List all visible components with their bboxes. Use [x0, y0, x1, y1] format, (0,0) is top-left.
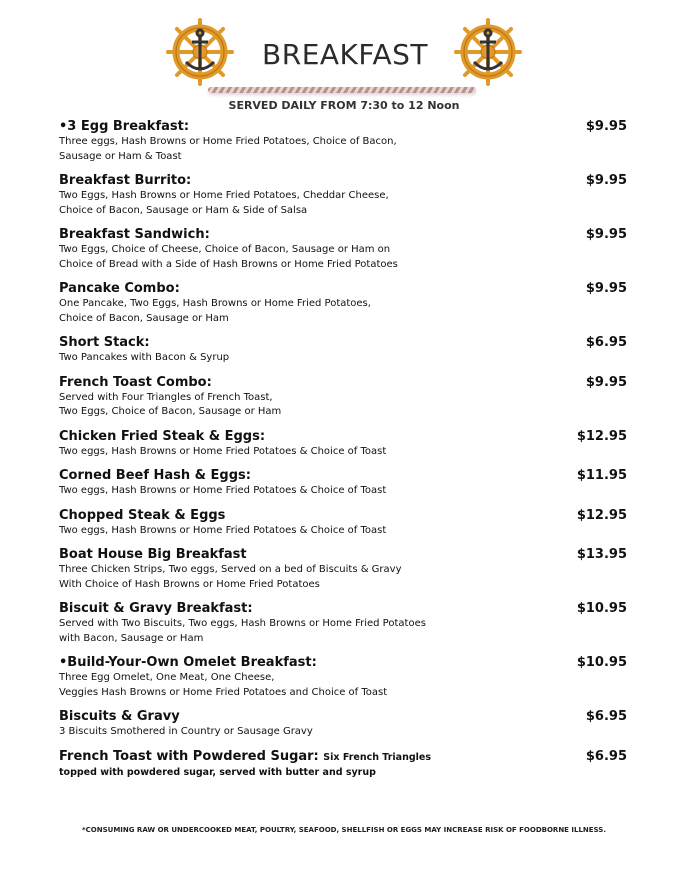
item-price: $12.95: [576, 507, 627, 523]
item-name: French Toast Combo:: [59, 374, 212, 390]
item-description: Two Pancakes with Bacon & Syrup: [59, 352, 230, 363]
item-price: $9.95: [585, 227, 627, 242]
item-price: $12.95: [576, 428, 627, 444]
item-name: Breakfast Sandwich:: [59, 227, 210, 242]
item-description: Two Eggs, Hash Browns or Home Fried Potatoes, Cheddar Cheese, Choice of Bacon, Sausage or Ham & Side of Salsa: [59, 190, 389, 216]
item-name-text: French Toast with Powdered Sugar:: [59, 748, 319, 764]
item-name: Chicken Fried Steak & Eggs:: [59, 428, 266, 444]
item-description: Two eggs, Hash Browns or Home Fried Potatoes & Choice of Toast: [59, 524, 387, 536]
menu-item: [59, 600, 627, 646]
item-name: •Build-Your-Own Omelet Breakfast:: [59, 655, 317, 670]
item-description: Three Egg Omelet, One Meat, One Cheese, Veggies Hash Browns or Home Fried Potatoes and Choice of Toast: [59, 672, 388, 698]
item-description: Three Chicken Strips, Two eggs, Served on a bed of Biscuits & Gravy With Choice of Hash Browns or Home Fried Potatoes: [59, 564, 402, 590]
item-inline-description: Six French Triangles: [323, 751, 432, 763]
menu-item: [59, 467, 627, 499]
menu-item: [59, 226, 627, 272]
rope-divider: [208, 87, 476, 93]
page-title: BREAKFAST: [262, 38, 428, 71]
menu-item: [59, 748, 627, 781]
item-price: $9.95: [585, 281, 627, 296]
item-name: Pancake Combo:: [59, 281, 180, 296]
item-description: Served with Two Biscuits, Two eggs, Hash Browns or Home Fried Potatoes with Bacon, Sausage or Ham: [59, 618, 426, 644]
menu-item: [59, 428, 627, 460]
item-price: $9.95: [585, 119, 627, 134]
item-name: Boat House Big Breakfast: [59, 547, 247, 562]
item-description: Two eggs, Hash Browns or Home Fried Potatoes & Choice of Toast: [59, 485, 387, 496]
item-name: Corned Beef Hash & Eggs:: [59, 468, 251, 483]
item-price: $10.95: [576, 655, 627, 670]
menu-item: [59, 546, 627, 592]
item-description: Two eggs, Hash Browns or Home Fried Potatoes & Choice of Toast: [59, 445, 387, 457]
item-price: $13.95: [576, 547, 627, 562]
item-description: Three eggs, Hash Browns or Home Fried Potatoes, Choice of Bacon, Sausage or Ham & Toast: [59, 136, 397, 162]
item-name: Biscuits & Gravy: [59, 709, 180, 724]
item-name: Short Stack:: [59, 335, 150, 350]
item-description: Served with Four Triangles of French Toast, Two Eggs, Choice of Bacon, Sausage or Ham: [59, 391, 282, 417]
menu-item: [59, 374, 627, 420]
ship-wheel-icon: [164, 16, 236, 88]
item-price: $6.95: [585, 335, 627, 350]
item-price: $10.95: [576, 601, 627, 616]
item-name: Chopped Steak & Eggs: [59, 507, 226, 523]
item-description: Two Eggs, Choice of Cheese, Choice of Bacon, Sausage or Ham on Choice of Bread with a Side of Hash Browns or Home Fried Potatoes: [59, 244, 398, 270]
item-name: Breakfast Burrito:: [59, 173, 192, 188]
item-name: [59, 748, 627, 766]
item-price: $6.95: [585, 748, 627, 764]
item-name: •3 Egg Breakfast:: [59, 119, 190, 134]
menu-item: [59, 654, 627, 700]
served-hours: SERVED DAILY FROM 7:30 to 12 Noon: [228, 99, 460, 112]
menu-item: [59, 507, 627, 539]
item-price: $11.95: [576, 468, 627, 483]
item-price: $9.95: [585, 374, 627, 390]
ship-wheel-icon: [452, 16, 524, 88]
item-description: topped with powdered sugar, served with butter and syrup: [59, 766, 376, 778]
menu-item: [59, 172, 627, 218]
item-price: $6.95: [585, 709, 627, 724]
item-description: 3 Biscuits Smothered in Country or Sausage Gravy: [59, 726, 313, 737]
menu-items: [59, 118, 627, 788]
food-safety-disclaimer: *CONSUMING RAW OR UNDERCOOKED MEAT, POULTRY, SEAFOOD, SHELLFISH OR EGGS MAY INCREASE RISK OF FOODBORNE ILLNESS.: [81, 826, 606, 834]
menu-item: [59, 708, 627, 740]
menu-item: [59, 334, 627, 366]
menu-item: [59, 118, 627, 164]
menu-item: [59, 280, 627, 326]
item-description: One Pancake, Two Eggs, Hash Browns or Home Fried Potatoes, Choice of Bacon, Sausage or Ham: [59, 298, 371, 324]
item-name: Biscuit & Gravy Breakfast:: [59, 601, 253, 616]
item-price: $9.95: [585, 173, 627, 188]
